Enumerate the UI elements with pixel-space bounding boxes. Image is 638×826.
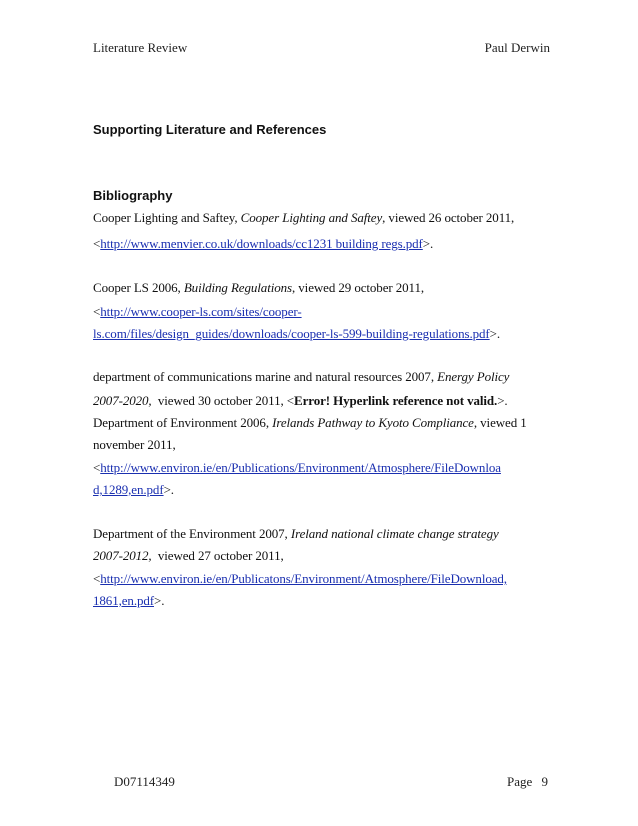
header-left: Literature Review	[93, 40, 188, 55]
open-bracket: <	[93, 460, 101, 475]
entry-5-line-2	[93, 548, 284, 564]
entry-3-line-1	[93, 369, 509, 385]
entry-5-link-part-2[interactable]: 1861,en.pdf	[93, 593, 154, 608]
open-bracket: <	[93, 236, 101, 251]
page-number: 9	[541, 774, 548, 789]
entry-4-viewed: , viewed 1	[473, 415, 527, 430]
entry-4-viewed-date: november 2011,	[93, 437, 176, 452]
entry-4-line-3	[93, 460, 501, 476]
footer-id: D07114349	[114, 774, 175, 789]
entry-2-line-3	[93, 326, 500, 342]
entry-4-link-part-1[interactable]: http://www.environ.ie/en/Publications/Environment/Atmosphere/FileDownloa	[100, 460, 501, 475]
entry-5-viewed: viewed 27 october 2011,	[151, 548, 284, 563]
entry-4-line-4	[93, 482, 174, 498]
header-right: Paul Derwin	[484, 40, 550, 55]
entry-1-link[interactable]: http://www.menvier.co.uk/downloads/cc1231 building regs.pdf	[100, 236, 423, 251]
entry-5-line-1	[93, 526, 499, 542]
entry-2-title: Building Regulations	[183, 280, 292, 295]
open-bracket: <	[93, 571, 101, 586]
entry-4-author: Department of Environment 2006,	[93, 415, 273, 430]
entry-1-line-1	[93, 210, 514, 226]
entry-2-viewed: , viewed 29 october 2011,	[291, 280, 425, 295]
entry-3-author: department of communications marine and natural resources 2007,	[93, 369, 438, 384]
close-bracket: >.	[163, 482, 174, 497]
close-bracket: >.	[422, 236, 434, 251]
close-bracket: >.	[154, 593, 165, 608]
entry-5-link-part-1[interactable]: http://www.environ.ie/en/Publicatons/Environment/Atmosphere/FileDownload,	[100, 571, 507, 586]
close-bracket: >.	[497, 393, 508, 408]
entry-2-link-part-1[interactable]: http://www.cooper-ls.com/sites/cooper-	[100, 304, 302, 319]
entry-2-author: Cooper LS 2006,	[93, 280, 184, 295]
entry-5-author: Department of the Environment 2007,	[93, 526, 291, 541]
entry-3-line-2	[93, 393, 508, 409]
entry-4-line-2	[93, 437, 176, 453]
entry-5-title: Ireland national climate change strategy	[290, 526, 499, 541]
entry-2-line-1	[93, 280, 424, 296]
entry-5-line-4	[93, 593, 164, 609]
entry-3-viewed: viewed 30 october 2011, <	[151, 393, 295, 408]
entry-1-viewed: , viewed 26 october 2011,	[382, 210, 515, 225]
entry-1-title: Cooper Lighting and Saftey	[240, 210, 383, 225]
entry-5-line-3	[93, 571, 507, 587]
open-bracket: <	[93, 304, 101, 319]
bibliography-heading: Bibliography	[93, 188, 173, 203]
entry-1-line-2	[93, 236, 433, 252]
entry-3-title-years: 2007-2020,	[93, 393, 152, 408]
entry-5-title-years: 2007-2012,	[93, 548, 152, 563]
entry-4-title: Irelands Pathway to Kyoto Compliance	[272, 415, 474, 430]
entry-3-title: Energy Policy	[437, 369, 510, 384]
entry-1-author: Cooper Lighting and Saftey,	[93, 210, 241, 225]
hyperlink-error-text: Error! Hyperlink reference not valid.	[294, 393, 498, 408]
entry-2-link-part-2[interactable]: ls.com/files/design_guides/downloads/cooper-ls-599-building-regulations.pdf	[93, 326, 490, 341]
entry-4-line-1	[93, 415, 527, 431]
entry-2-line-2	[93, 304, 302, 320]
page-label: Page	[506, 774, 533, 789]
entry-4-link-part-2[interactable]: d,1289,en.pdf	[93, 482, 164, 497]
footer-page	[507, 774, 548, 790]
close-bracket: >.	[489, 326, 501, 341]
section-title: Supporting Literature and References	[93, 122, 327, 137]
